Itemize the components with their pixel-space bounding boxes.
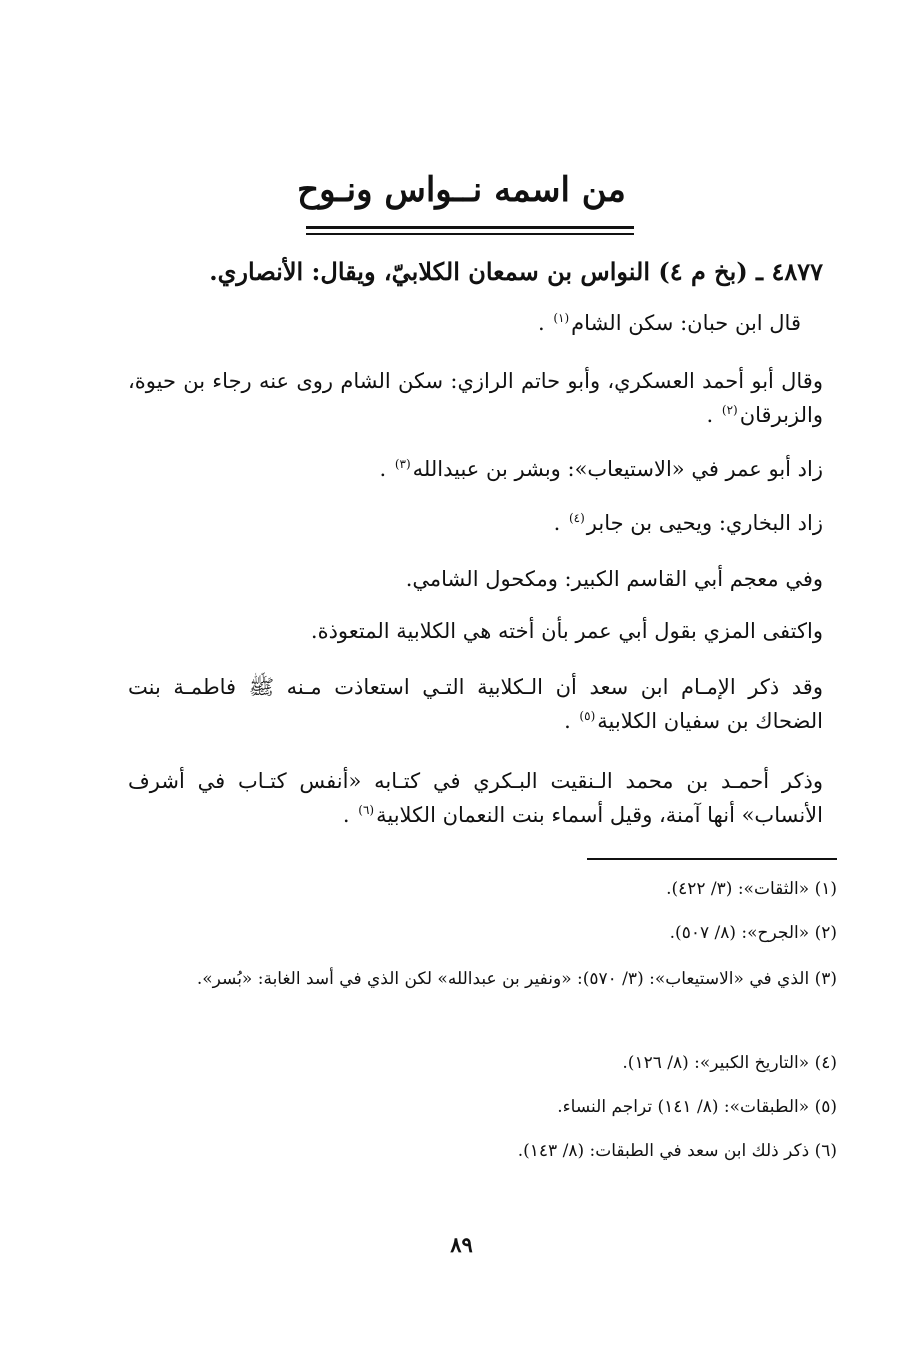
footnote-marker-5[interactable]: (٥) bbox=[579, 709, 596, 723]
paragraph-tail: . bbox=[342, 803, 357, 827]
paragraph-text: وذكر أحمـد بن محمد الـنقيت البـكري في كتـابه «أنفس كتـاب في أشرف الأنساب» أنها آمنة، وقيل أسماء بنت النعمان الكلابية bbox=[128, 769, 823, 827]
paragraph-text: وقال أبو أحمد العسكري، وأبو حاتم الرازي: سكن الشام روى عنه رجاء بن حيوة، والزبرقان bbox=[128, 369, 823, 427]
paragraph-tail: . bbox=[379, 457, 393, 481]
page-number: ٨٩ bbox=[450, 1232, 473, 1257]
footnote-4: (٤) «التاريخ الكبير»: (٨/ ١٢٦). bbox=[622, 1053, 837, 1073]
paragraph-text: زاد البخاري: ويحيى بن جابر bbox=[586, 511, 823, 535]
footnote-3: (٣) الذي في «الاستيعاب»: (٣/ ٥٧٠): «ونفير بن عبدالله» لكن الذي في أسد الغابة: «بُسر». bbox=[196, 969, 837, 989]
footnote-1: (١) «الثقات»: (٣/ ٤٢٢). bbox=[666, 879, 837, 899]
paragraph-text: وفي معجم أبي القاسم الكبير: ومكحول الشامي. bbox=[405, 567, 823, 591]
paragraph-7 bbox=[128, 670, 823, 738]
paragraph-2 bbox=[128, 364, 823, 432]
paragraph-tail: . bbox=[706, 403, 720, 427]
footnote-marker-3[interactable]: (٣) bbox=[394, 457, 411, 471]
footnote-marker-1[interactable]: (١) bbox=[553, 311, 570, 325]
paragraph-text: قال ابن حبان: سكن الشام bbox=[571, 311, 801, 335]
title-underline bbox=[306, 226, 634, 229]
footnote-marker-2[interactable]: (٢) bbox=[721, 403, 738, 417]
entry-heading: ٤٨٧٧ ـ (بخ م ٤) النواس بن سمعان الكلابيّ، ويقال: الأنصاري. bbox=[209, 257, 823, 286]
paragraph-tail: . bbox=[553, 511, 567, 535]
paragraph-3 bbox=[128, 452, 823, 486]
paragraph-8 bbox=[128, 764, 823, 832]
paragraph-tail: . bbox=[537, 311, 552, 335]
paragraph-6 bbox=[128, 614, 823, 648]
paragraph-tail: . bbox=[564, 709, 578, 733]
footnote-divider bbox=[587, 858, 837, 860]
footnote-marker-6[interactable]: (٦) bbox=[358, 803, 375, 817]
footnote-6: (٦) ذكر ذلك ابن سعد في الطبقات: (٨/ ١٤٣). bbox=[517, 1141, 837, 1161]
paragraph-1 bbox=[128, 306, 823, 340]
footnote-5: (٥) «الطبقات»: (٨/ ١٤١) تراجم النساء. bbox=[557, 1097, 837, 1117]
paragraph-text: واكتفى المزي بقول أبي عمر بأن أخته هي الكلابية المتعوذة. bbox=[310, 619, 823, 643]
footnote-marker-4[interactable]: (٤) bbox=[568, 511, 585, 525]
paragraph-text: وقد ذكر الإمـام ابن سعد أن الـكلابية التـي استعاذت مـنه ﷺ فاطمـة بنت الضحاك بن سفيان الكلابية bbox=[128, 675, 823, 733]
title-underline-second bbox=[306, 233, 634, 235]
paragraph-text: زاد أبو عمر في «الاستيعاب»: وبشر بن عبيدالله bbox=[412, 457, 823, 481]
paragraph-5 bbox=[128, 562, 823, 596]
section-title: من اسمه نــواس ونـوح bbox=[297, 170, 626, 210]
footnote-2: (٢) «الجرح»: (٨/ ٥٠٧). bbox=[669, 923, 837, 943]
paragraph-4 bbox=[128, 506, 823, 540]
